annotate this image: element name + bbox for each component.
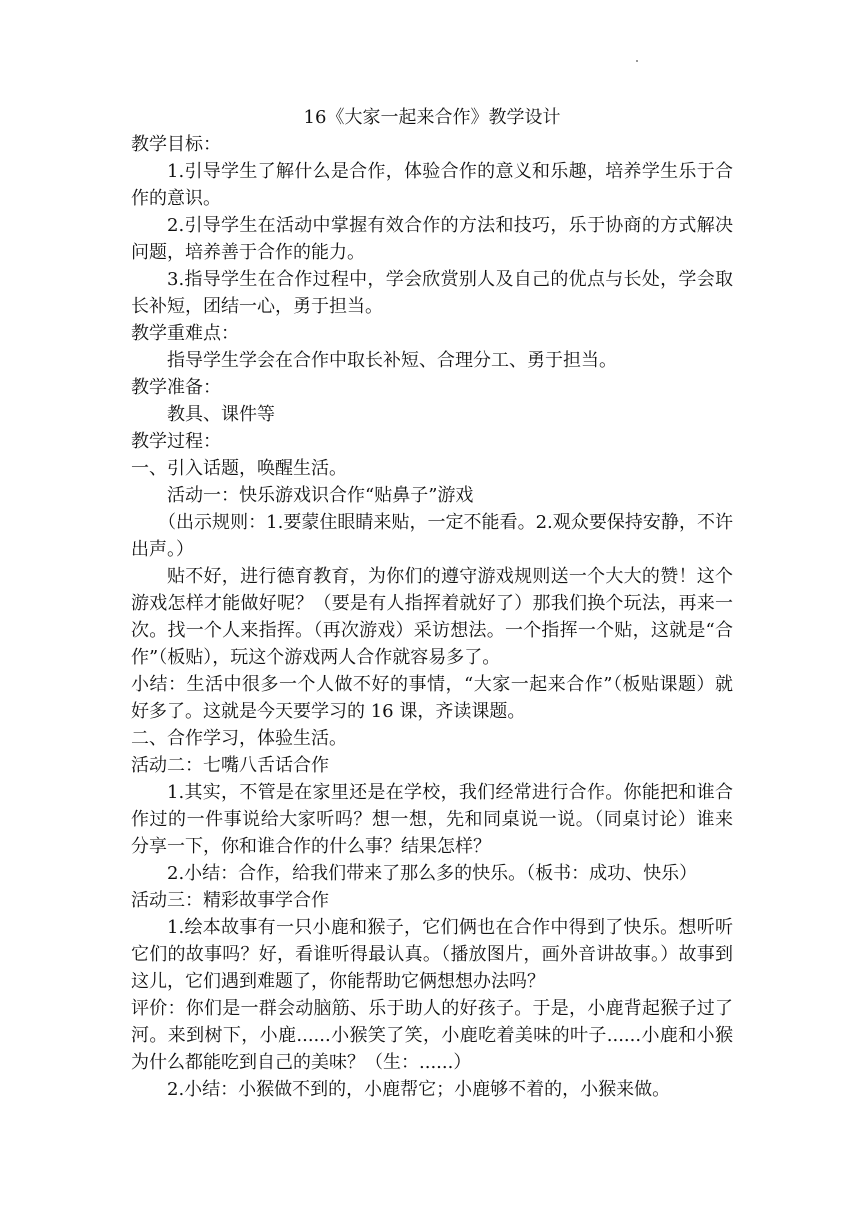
document-title: 16《大家一起来合作》教学设计 bbox=[303, 107, 561, 128]
prep-text: 教具、课件等 bbox=[167, 404, 275, 425]
part2-heading: 二、合作学习，体验生活。 bbox=[131, 728, 347, 749]
document-page bbox=[131, 104, 733, 1103]
activity1-rules: （出示规则：1.要蒙住眼睛来贴，一定不能看。2.观众要保持安静，不许出声。） bbox=[131, 512, 733, 560]
summary1: 小结：生活中很多一个人做不好的事情，“大家一起来合作”（板贴课题）就好多了。这就是今天要学习的 16 课，齐读课题。 bbox=[131, 674, 733, 722]
activity3-item1: 1.绘本故事有一只小鹿和猴子，它们俩也在合作中得到了快乐。想听听它们的故事吗？好，看谁听得最认真。（播放图片，画外音讲故事。）故事到这儿，它们遇到难题了，你能帮助它俩想想办法吗？ bbox=[131, 917, 733, 992]
objectives-heading: 教学目标： bbox=[131, 134, 221, 155]
objective-item: 2.引导学生在活动中掌握有效合作的方法和技巧，乐于协商的方式解决问题，培养善于合作的能力。 bbox=[131, 215, 733, 263]
activity2-item1: 1.其实，不管是在家里还是在学校，我们经常进行合作。你能把和谁合作过的一件事说给大家听吗？想一想，先和同桌说一说。（同桌讨论）谁来分享一下，你和谁合作的什么事？结果怎样？ bbox=[131, 782, 733, 857]
activity3-eval: 评价：你们是一群会动脑筋、乐于助人的好孩子。于是，小鹿背起猴子过了河。来到树下，小鹿......小猴笑了笑，小鹿吃着美味的叶子......小鹿和小猴为什么都能吃到自己的美味？（生：......） bbox=[131, 998, 733, 1073]
objective-item: 1.引导学生了解什么是合作，体验合作的意义和乐趣，培养学生乐于合作的意识。 bbox=[131, 161, 733, 209]
process-heading: 教学过程： bbox=[131, 431, 221, 452]
prep-heading: 教学准备： bbox=[131, 377, 221, 398]
part1-heading: 一、引入话题，唤醒生活。 bbox=[131, 458, 347, 479]
activity2-title: 活动二：七嘴八舌话合作 bbox=[131, 755, 329, 776]
activity3-title: 活动三：精彩故事学合作 bbox=[131, 890, 329, 911]
activity2-item2: 2.小结：合作，给我们带来了那么多的快乐。（板书：成功、快乐） bbox=[167, 863, 698, 884]
activity3-item2: 2.小结：小猴做不到的，小鹿帮它；小鹿够不着的，小猴来做。 bbox=[167, 1079, 671, 1100]
activity1-title: 活动一：快乐游戏识合作“贴鼻子”游戏 bbox=[167, 485, 474, 506]
activity1-body: 贴不好，进行德育教育，为你们的遵守游戏规则送一个大大的赞！这个游戏怎样才能做好呢？（要是有人指挥着就好了）那我们换个玩法，再来一次。找一个人来指挥。（再次游戏）采访想法。一个指挥一个贴，这就是“合作”（板贴），玩这个游戏两人合作就容易多了。 bbox=[131, 566, 733, 668]
page-dot bbox=[636, 60, 638, 62]
key-points-heading: 教学重难点： bbox=[131, 323, 239, 344]
key-points-text: 指导学生学会在合作中取长补短、合理分工、勇于担当。 bbox=[167, 350, 617, 371]
objective-item: 3.指导学生在合作过程中，学会欣赏别人及自己的优点与长处，学会取长补短，团结一心，勇于担当。 bbox=[131, 269, 733, 317]
